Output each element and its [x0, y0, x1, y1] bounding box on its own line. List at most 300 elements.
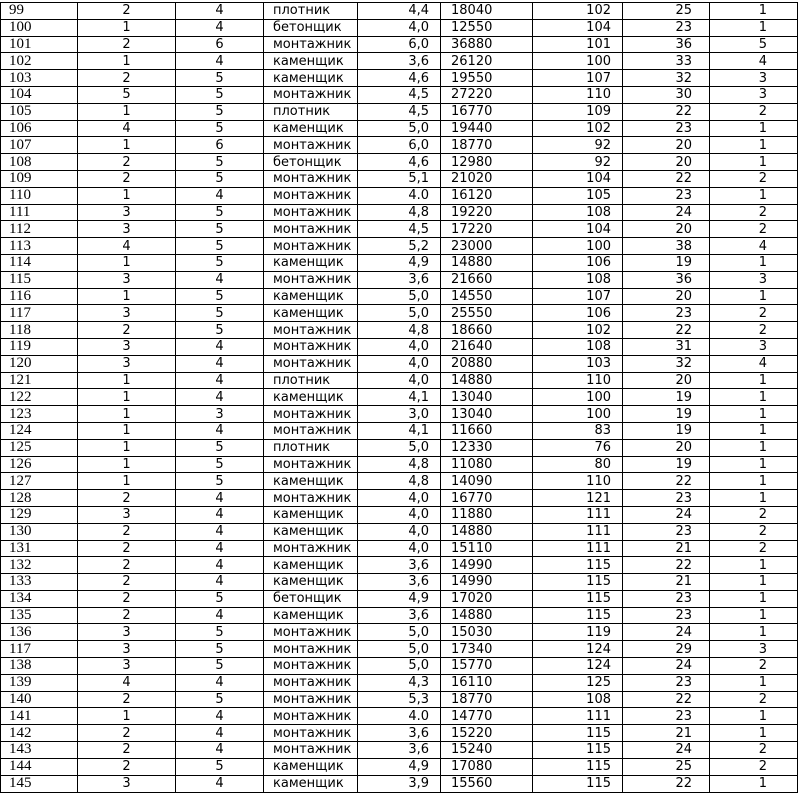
table-cell: 2	[710, 540, 798, 557]
table-cell: 1	[710, 725, 798, 742]
table-cell: каменщик	[264, 557, 358, 574]
table-cell: каменщик	[264, 288, 358, 305]
table-cell: 23	[623, 607, 710, 624]
table-cell: каменщик	[264, 120, 358, 137]
table-cell: 3	[710, 70, 798, 87]
table-cell: 1	[710, 389, 798, 406]
table-cell: 33	[623, 53, 710, 70]
table-cell: 2	[710, 322, 798, 339]
table-row	[1, 221, 798, 238]
table-cell: 4	[176, 775, 264, 792]
table-cell: 19	[623, 406, 710, 423]
table-cell: 4,9	[358, 254, 441, 271]
table-cell: 104	[533, 170, 623, 187]
table-cell: 20	[623, 137, 710, 154]
table-cell: 104	[533, 19, 623, 36]
table-cell: 2	[78, 725, 176, 742]
table-cell: 110	[533, 473, 623, 490]
table-cell: 6,0	[358, 36, 441, 53]
table-cell: 4	[176, 506, 264, 523]
table-cell: 100	[1, 19, 78, 36]
table-cell: 25	[623, 3, 710, 20]
table-cell: 1	[710, 490, 798, 507]
table-cell: 107	[533, 288, 623, 305]
table-cell: 4	[176, 725, 264, 742]
table-cell: 16770	[441, 490, 533, 507]
table-cell: 115	[533, 607, 623, 624]
table-cell: 14090	[441, 473, 533, 490]
table-cell: 119	[1, 338, 78, 355]
table-cell: 1	[710, 557, 798, 574]
table-cell: 135	[1, 607, 78, 624]
table-cell: 123	[1, 406, 78, 423]
data-table	[0, 2, 798, 793]
table-cell: 3	[78, 271, 176, 288]
table-cell: 117	[1, 641, 78, 658]
table-cell: 2	[78, 742, 176, 759]
table-cell: 3	[710, 641, 798, 658]
table-cell: 3,0	[358, 406, 441, 423]
table-cell: 4,0	[358, 372, 441, 389]
table-cell: плотник	[264, 439, 358, 456]
table-cell: 23	[623, 674, 710, 691]
table-cell: бетонщик	[264, 154, 358, 171]
table-cell: каменщик	[264, 607, 358, 624]
table-cell: 5	[176, 204, 264, 221]
table-cell: 1	[710, 422, 798, 439]
table-cell: плотник	[264, 103, 358, 120]
table-cell: 6	[176, 137, 264, 154]
table-cell: 3,6	[358, 607, 441, 624]
table-cell: 5	[176, 439, 264, 456]
table-cell: 15110	[441, 540, 533, 557]
table-cell: 4,8	[358, 322, 441, 339]
table-cell: 115	[533, 590, 623, 607]
table-row	[1, 338, 798, 355]
table-cell: 108	[533, 338, 623, 355]
table-cell: 20	[623, 439, 710, 456]
table-cell: 4	[176, 372, 264, 389]
table-cell: 30	[623, 86, 710, 103]
table-cell: 1	[710, 624, 798, 641]
table-cell: 3	[176, 406, 264, 423]
table-cell: 18040	[441, 3, 533, 20]
table-cell: 128	[1, 490, 78, 507]
table-cell: 3	[78, 221, 176, 238]
table-cell: 1	[78, 288, 176, 305]
table-cell: 115	[533, 758, 623, 775]
table-cell: 83	[533, 422, 623, 439]
table-cell: 4,4	[358, 3, 441, 20]
table-cell: 133	[1, 574, 78, 591]
table-cell: 4,6	[358, 70, 441, 87]
table-cell: каменщик	[264, 506, 358, 523]
table-cell: 2	[710, 305, 798, 322]
table-cell: 134	[1, 590, 78, 607]
table-cell: 3	[78, 658, 176, 675]
table-cell: 5	[176, 473, 264, 490]
table-row	[1, 490, 798, 507]
table-cell: 5	[176, 238, 264, 255]
table-cell: 19220	[441, 204, 533, 221]
table-cell: 14880	[441, 372, 533, 389]
table-cell: монтажник	[264, 708, 358, 725]
table-cell: 4	[78, 120, 176, 137]
table-cell: 2	[710, 658, 798, 675]
table-cell: 23	[623, 187, 710, 204]
table-cell: монтажник	[264, 221, 358, 238]
table-cell: 1	[710, 254, 798, 271]
table-cell: каменщик	[264, 254, 358, 271]
table-cell: 14550	[441, 288, 533, 305]
table-cell: 5	[176, 456, 264, 473]
table-cell: 136	[1, 624, 78, 641]
table-cell: 106	[533, 305, 623, 322]
table-cell: 4	[710, 53, 798, 70]
table-cell: монтажник	[264, 86, 358, 103]
table-cell: 3	[710, 86, 798, 103]
table-cell: 17340	[441, 641, 533, 658]
table-cell: 125	[1, 439, 78, 456]
table-cell: 105	[1, 103, 78, 120]
table-row	[1, 389, 798, 406]
table-cell: 111	[533, 540, 623, 557]
table-cell: 104	[533, 221, 623, 238]
table-cell: 2	[78, 607, 176, 624]
table-row	[1, 271, 798, 288]
table-cell: 101	[1, 36, 78, 53]
table-cell: 141	[1, 708, 78, 725]
table-cell: 2	[78, 3, 176, 20]
table-cell: 106	[533, 254, 623, 271]
table-cell: 107	[1, 137, 78, 154]
table-cell: 2	[710, 221, 798, 238]
table-cell: 1	[78, 187, 176, 204]
table-cell: 5	[176, 120, 264, 137]
table-cell: 5	[176, 624, 264, 641]
table-cell: 18770	[441, 691, 533, 708]
table-cell: 5	[78, 86, 176, 103]
table-cell: 139	[1, 674, 78, 691]
table-cell: 5	[176, 86, 264, 103]
table-cell: 2	[710, 523, 798, 540]
table-cell: 18770	[441, 137, 533, 154]
table-cell: 3	[710, 271, 798, 288]
table-cell: 105	[533, 187, 623, 204]
table-cell: 13040	[441, 389, 533, 406]
table-cell: 102	[533, 3, 623, 20]
table-cell: 103	[1, 70, 78, 87]
table-cell: 145	[1, 775, 78, 792]
table-cell: 132	[1, 557, 78, 574]
table-cell: 16110	[441, 674, 533, 691]
table-cell: 2	[710, 758, 798, 775]
table-cell: 19	[623, 254, 710, 271]
table-cell: 1	[710, 590, 798, 607]
table-cell: 2	[710, 103, 798, 120]
table-cell: 22	[623, 691, 710, 708]
table-cell: 115	[533, 742, 623, 759]
table-cell: 119	[533, 624, 623, 641]
table-cell: 100	[533, 406, 623, 423]
table-cell: 108	[533, 691, 623, 708]
table-cell: 17220	[441, 221, 533, 238]
table-cell: 4	[176, 557, 264, 574]
table-cell: 3	[710, 338, 798, 355]
table-cell: 4	[176, 574, 264, 591]
table-row	[1, 3, 798, 20]
table-cell: 12550	[441, 19, 533, 36]
table-cell: 4,9	[358, 758, 441, 775]
table-cell: 14880	[441, 523, 533, 540]
table-cell: 2	[78, 590, 176, 607]
table-cell: 5,0	[358, 120, 441, 137]
table-cell: 111	[1, 204, 78, 221]
table-cell: 115	[533, 557, 623, 574]
table-cell: 11880	[441, 506, 533, 523]
table-cell: 102	[533, 120, 623, 137]
table-cell: каменщик	[264, 389, 358, 406]
table-cell: 4,0	[358, 338, 441, 355]
table-cell: 23	[623, 305, 710, 322]
table-cell: 1	[710, 607, 798, 624]
table-cell: 143	[1, 742, 78, 759]
table-row	[1, 103, 798, 120]
table-cell: 110	[1, 187, 78, 204]
table-cell: 1	[710, 154, 798, 171]
table-row	[1, 691, 798, 708]
table-cell: каменщик	[264, 53, 358, 70]
table-cell: 1	[78, 19, 176, 36]
table-cell: 2	[78, 322, 176, 339]
table-row	[1, 624, 798, 641]
table-cell: 32	[623, 355, 710, 372]
table-cell: 4	[176, 708, 264, 725]
table-row	[1, 154, 798, 171]
table-cell: монтажник	[264, 641, 358, 658]
table-cell: 4	[176, 19, 264, 36]
table-cell: каменщик	[264, 473, 358, 490]
table-cell: 5	[176, 758, 264, 775]
table-cell: 112	[1, 221, 78, 238]
table-cell: 2	[710, 170, 798, 187]
table-cell: 3	[78, 355, 176, 372]
table-cell: 104	[1, 86, 78, 103]
table-cell: 3,6	[358, 53, 441, 70]
table-cell: 5	[176, 658, 264, 675]
table-cell: монтажник	[264, 624, 358, 641]
table-cell: бетонщик	[264, 19, 358, 36]
table-cell: 21640	[441, 338, 533, 355]
table-cell: 5,3	[358, 691, 441, 708]
table-cell: 24	[623, 204, 710, 221]
table-cell: монтажник	[264, 355, 358, 372]
table-cell: 5,0	[358, 624, 441, 641]
table-cell: 2	[710, 691, 798, 708]
table-cell: 131	[1, 540, 78, 557]
table-cell: 2	[710, 742, 798, 759]
table-row	[1, 540, 798, 557]
table-cell: 4	[78, 674, 176, 691]
table-cell: 20	[623, 221, 710, 238]
table-row	[1, 187, 798, 204]
table-cell: 1	[710, 574, 798, 591]
table-cell: 4	[78, 238, 176, 255]
table-cell: 14880	[441, 607, 533, 624]
table-cell: 2	[78, 540, 176, 557]
table-cell: 115	[533, 574, 623, 591]
table-cell: 5	[176, 691, 264, 708]
table-row	[1, 137, 798, 154]
table-row	[1, 372, 798, 389]
table-cell: 15770	[441, 658, 533, 675]
table-cell: 4	[176, 271, 264, 288]
table-cell: 4	[710, 238, 798, 255]
table-cell: 12980	[441, 154, 533, 171]
table-cell: 5	[176, 170, 264, 187]
table-cell: 3	[78, 624, 176, 641]
table-cell: 4	[176, 607, 264, 624]
table-cell: 16120	[441, 187, 533, 204]
table-cell: 23	[623, 120, 710, 137]
table-cell: каменщик	[264, 574, 358, 591]
table-cell: каменщик	[264, 775, 358, 792]
table-cell: 11660	[441, 422, 533, 439]
table-cell: 5,0	[358, 641, 441, 658]
table-cell: 5	[176, 288, 264, 305]
table-cell: 1	[710, 120, 798, 137]
table-cell: 13040	[441, 406, 533, 423]
table-cell: 1	[78, 406, 176, 423]
table-cell: 19	[623, 389, 710, 406]
table-cell: 20880	[441, 355, 533, 372]
table-cell: 4	[176, 53, 264, 70]
table-cell: 113	[1, 238, 78, 255]
table-cell: монтажник	[264, 406, 358, 423]
table-cell: 5	[176, 70, 264, 87]
table-row	[1, 322, 798, 339]
table-cell: 115	[533, 775, 623, 792]
table-cell: 3	[78, 204, 176, 221]
table-cell: 11080	[441, 456, 533, 473]
table-cell: 21020	[441, 170, 533, 187]
table-cell: 20	[623, 372, 710, 389]
table-row	[1, 86, 798, 103]
table-cell: 38	[623, 238, 710, 255]
table-cell: 1	[710, 439, 798, 456]
table-cell: монтажник	[264, 338, 358, 355]
table-cell: 2	[78, 170, 176, 187]
table-cell: плотник	[264, 372, 358, 389]
table-cell: 124	[1, 422, 78, 439]
table-cell: 99	[1, 3, 78, 20]
table-cell: 12330	[441, 439, 533, 456]
table-cell: 5,0	[358, 658, 441, 675]
table-cell: 14990	[441, 557, 533, 574]
table-cell: 2	[78, 523, 176, 540]
table-cell: 4,1	[358, 389, 441, 406]
table-cell: 1	[710, 137, 798, 154]
table-cell: монтажник	[264, 456, 358, 473]
table-cell: 100	[533, 389, 623, 406]
table-cell: 4	[176, 389, 264, 406]
table-cell: 3,6	[358, 742, 441, 759]
table-cell: 4.0	[358, 187, 441, 204]
table-cell: 4.0	[358, 708, 441, 725]
table-cell: 36	[623, 271, 710, 288]
table-cell: 1	[710, 288, 798, 305]
table-cell: 2	[78, 70, 176, 87]
table-cell: 1	[78, 103, 176, 120]
table-cell: 129	[1, 506, 78, 523]
table-cell: 122	[1, 389, 78, 406]
table-cell: 102	[1, 53, 78, 70]
table-cell: 20	[623, 154, 710, 171]
table-cell: 115	[533, 725, 623, 742]
table-cell: 21	[623, 725, 710, 742]
table-cell: 4	[176, 187, 264, 204]
table-cell: монтажник	[264, 271, 358, 288]
table-cell: 5	[176, 322, 264, 339]
table-cell: каменщик	[264, 758, 358, 775]
table-cell: 15220	[441, 725, 533, 742]
table-cell: 2	[78, 758, 176, 775]
table-cell: 24	[623, 742, 710, 759]
table-cell: 23	[623, 590, 710, 607]
table-cell: 21	[623, 574, 710, 591]
table-cell: 108	[533, 204, 623, 221]
table-cell: 1	[78, 473, 176, 490]
table-row	[1, 758, 798, 775]
table-cell: 4,9	[358, 590, 441, 607]
table-cell: монтажник	[264, 187, 358, 204]
table-cell: монтажник	[264, 742, 358, 759]
table-cell: 109	[1, 170, 78, 187]
table-cell: 5	[176, 641, 264, 658]
table-cell: 76	[533, 439, 623, 456]
table-cell: 24	[623, 506, 710, 523]
table-cell: 21	[623, 540, 710, 557]
table-cell: 2	[78, 36, 176, 53]
table-cell: 5,2	[358, 238, 441, 255]
table-cell: 19	[623, 422, 710, 439]
table-cell: бетонщик	[264, 590, 358, 607]
table-cell: 3	[78, 775, 176, 792]
table-cell: 3	[78, 506, 176, 523]
table-cell: 1	[710, 674, 798, 691]
table-cell: 23	[623, 523, 710, 540]
table-cell: 25550	[441, 305, 533, 322]
table-cell: 100	[533, 53, 623, 70]
table-cell: 17020	[441, 590, 533, 607]
table-cell: 2	[78, 557, 176, 574]
table-cell: 6,0	[358, 137, 441, 154]
table-cell: 1	[710, 187, 798, 204]
table-row	[1, 641, 798, 658]
table-cell: 24	[623, 624, 710, 641]
table-cell: 22	[623, 473, 710, 490]
table-cell: 4	[710, 355, 798, 372]
table-cell: 3	[78, 641, 176, 658]
table-cell: 4,0	[358, 490, 441, 507]
table-row	[1, 170, 798, 187]
table-row	[1, 19, 798, 36]
table-row	[1, 355, 798, 372]
table-row	[1, 53, 798, 70]
table-cell: 138	[1, 658, 78, 675]
table-row	[1, 658, 798, 675]
table-cell: монтажник	[264, 691, 358, 708]
